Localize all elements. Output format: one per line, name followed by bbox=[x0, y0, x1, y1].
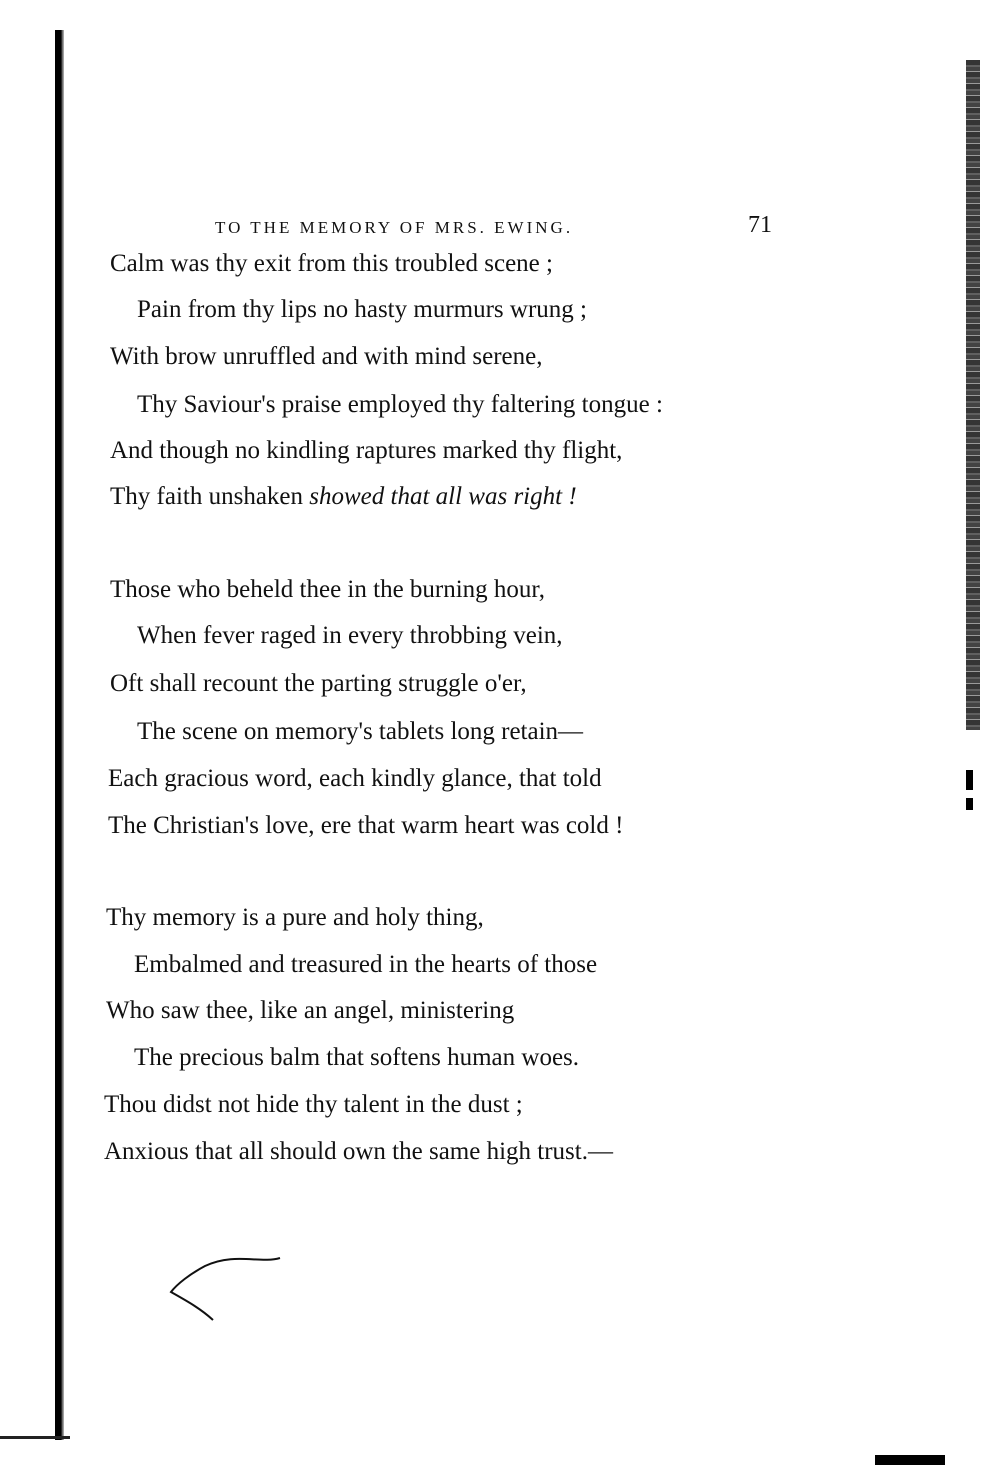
poem-line: Anxious that all should own the same high trust.— bbox=[104, 1138, 613, 1165]
poem-line: And though no kindling raptures marked thy flight, bbox=[110, 437, 623, 464]
poem-line: Embalmed and treasured in the hearts of those bbox=[134, 951, 598, 978]
poem-line: With brow unruffled and with mind serene, bbox=[110, 343, 543, 370]
poem-line: Who saw thee, like an angel, ministering bbox=[106, 997, 515, 1024]
page-number: 71 bbox=[748, 212, 772, 238]
page-edge-shadow bbox=[966, 60, 980, 730]
poem-line: Those who beheld thee in the burning hour, bbox=[110, 576, 546, 603]
poem-line: The Christian's love, ere that warm heart was cold ! bbox=[108, 812, 624, 839]
poem-line: The scene on memory's tablets long retain— bbox=[137, 718, 584, 745]
running-head: TO THE MEMORY OF MRS. EWING. bbox=[215, 218, 574, 237]
binding-foot-mark bbox=[0, 1436, 70, 1439]
binding-shadow bbox=[55, 30, 64, 1440]
poem-line bbox=[110, 483, 577, 511]
poem-line: The precious balm that softens human woes. bbox=[134, 1044, 580, 1071]
poem-line: When fever raged in every throbbing vein, bbox=[137, 622, 563, 649]
poem-line: Thou didst not hide thy talent in the dust ; bbox=[104, 1091, 523, 1118]
poem-line: Thy Saviour's praise employed thy faltering tongue : bbox=[137, 391, 663, 418]
poem-line-roman: Thy faith unshaken bbox=[110, 483, 304, 510]
poem-line: Oft shall recount the parting struggle o'er, bbox=[110, 670, 527, 697]
poem-line: Thy memory is a pure and holy thing, bbox=[106, 904, 484, 931]
scan-mark bbox=[966, 770, 973, 790]
poem-line: Pain from thy lips no hasty murmurs wrung ; bbox=[137, 296, 587, 323]
scan-mark bbox=[966, 798, 973, 810]
pen-stroke-mark bbox=[165, 1250, 295, 1330]
scan-mark bbox=[875, 1455, 945, 1465]
poem-line: Calm was thy exit from this troubled scene ; bbox=[110, 250, 553, 277]
poem-line-italic: showed that all was right ! bbox=[309, 483, 577, 510]
poem-line: Each gracious word, each kindly glance, that told bbox=[108, 765, 602, 792]
